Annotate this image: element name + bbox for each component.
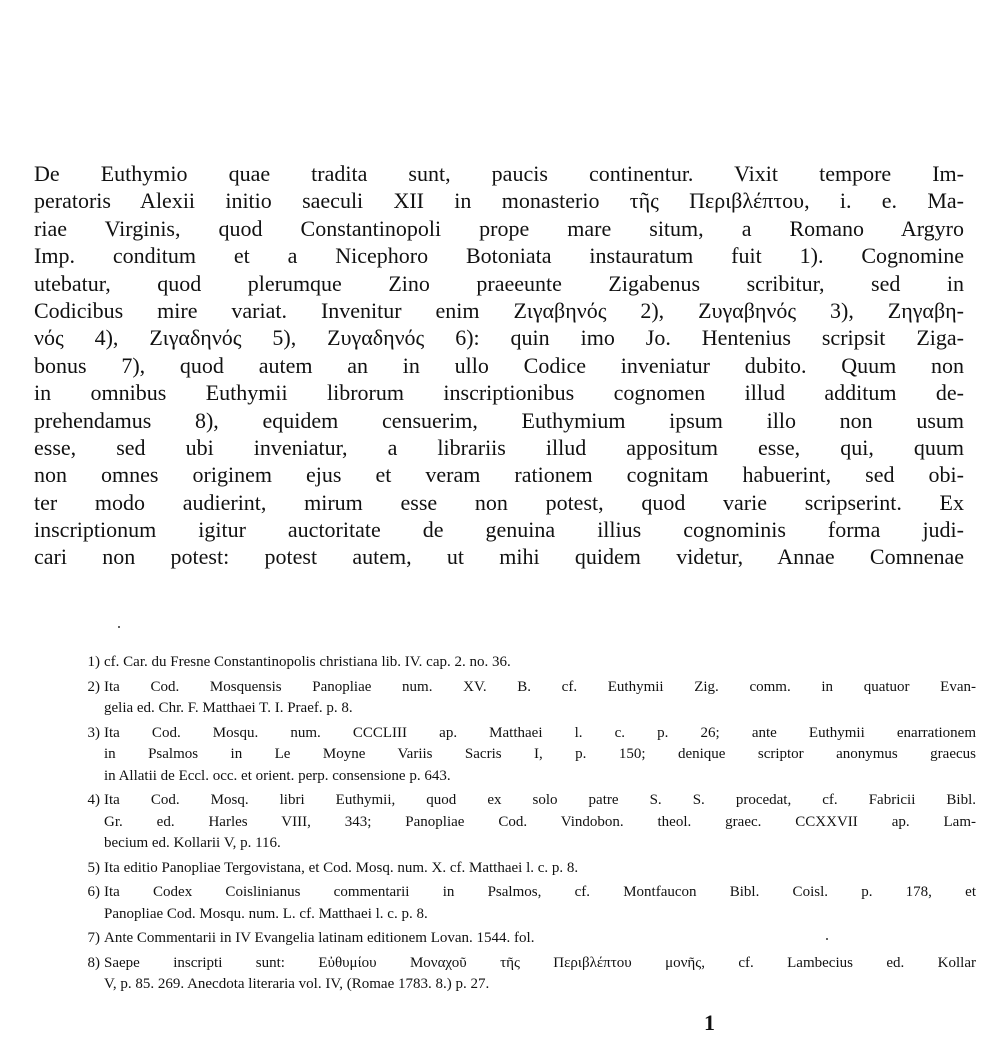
footnote-number: 8) [87, 954, 100, 971]
footnote [74, 858, 976, 880]
text-line: riae Virginis, quod Constantinopoli prope mare situm, a Romano Argyro [34, 215, 964, 241]
footnote [74, 723, 976, 788]
ink-speck [826, 938, 828, 940]
text-line: cari non potest: potest autem, ut mihi quidem videtur, Annae Comnenae [34, 544, 964, 570]
page-number: 1 [704, 1010, 715, 1035]
footnote-line: Ita Codex Coislinianus commentarii in Psalmos, cf. Montfaucon Bibl. Coisl. p. 178, et [104, 884, 976, 900]
footnote-line: gelia ed. Chr. F. Matthaei T. I. Praef. p. 8. [104, 700, 353, 716]
text-line: prehendamus 8), equidem censuerim, Euthymium ipsum illo non usum [34, 407, 964, 433]
footnote [74, 928, 976, 950]
text-line: De Euthymio quae tradita sunt, paucis continentur. Vixit tempore Im- [34, 161, 964, 186]
text-line: utebatur, quod plerumque Zino praeeunte Zigabenus scribitur, sed in [34, 270, 964, 296]
footnote-line: becium ed. Kollarii V, p. 116. [104, 835, 281, 851]
footnote-line: Ita editio Panopliae Tergovistana, et Cod. Mosq. num. X. cf. Matthaei l. c. p. 8. [104, 859, 579, 876]
footnote-number: 6) [87, 884, 100, 900]
text-line: νός 4), Ζιγαδηνός 5), Ζυγαδηνός 6): quin imo Jo. Hentenius scripsit Ziga- [34, 325, 964, 351]
text-line: esse, sed ubi inveniatur, a librariis illud appositum esse, qui, quum [34, 434, 964, 460]
footnote-number: 7) [87, 930, 100, 946]
ink-speck [118, 626, 120, 628]
text-line: non omnes originem ejus et veram rationem cognitam habuerint, sed obi- [34, 462, 964, 488]
footnote [74, 882, 976, 925]
footnote [74, 790, 976, 855]
footnote-line: Ante Commentarii in IV Evangelia latinam editionem Lovan. 1544. fol. [104, 930, 535, 946]
footnote-line: Panopliae Cod. Mosqu. num. L. cf. Matthaei l. c. p. 8. [104, 905, 428, 922]
footnotes [74, 652, 976, 999]
footnote-line: Saepe inscripti sunt: Εὐθυμίου Μοναχοῦ τῆς Περιβλέπτου μονῆς, cf. Lambecius ed. Kollar [104, 954, 976, 971]
footnote-line: Ita Cod. Mosqu. num. CCCLIII ap. Matthaei l. c. p. 26; ante Euthymii enarrationem [104, 724, 976, 741]
footnote-number: 1) [87, 654, 100, 670]
text-line: in omnibus Euthymii librorum inscriptionibus cognomen illud additum de- [34, 380, 964, 406]
footnote-line: in Allatii de Eccl. occ. et orient. perp. consensione p. 643. [104, 767, 451, 784]
footnote-line: in Psalmos in Le Moyne Variis Sacris I, p. 150; denique scriptor anonymus graecus [104, 746, 976, 762]
footnote [74, 677, 976, 720]
text-line: peratoris Alexii initio saeculi XII in monasterio τῆς Περιβλέπτου, i. e. Ma- [34, 188, 964, 214]
text-line: bonus 7), quod autem an in ullo Codice inveniatur dubito. Quum non [34, 352, 964, 378]
footnote-line: cf. Car. du Fresne Constantinopolis christiana lib. IV. cap. 2. no. 36. [104, 654, 511, 670]
footnote-line: V, p. 85. 269. Anecdota literaria vol. IV, (Romae 1783. 8.) p. 27. [104, 976, 490, 992]
text-line: Codicibus mire variat. Invenitur enim Ζιγαβηνός 2), Ζυγαβηνός 3), Ζηγαβη- [34, 297, 964, 323]
footnote-line: Gr. ed. Harles VIII, 343; Panopliae Cod. Vindobon. theol. graec. CCXXVII ap. Lam- [104, 813, 976, 830]
footnote-number: 2) [87, 678, 100, 695]
footnote [74, 652, 976, 674]
footnote-number: 3) [87, 724, 100, 741]
footnote-number: 4) [87, 792, 100, 808]
footnote [74, 953, 976, 996]
footnote-line: Ita Cod. Mosquensis Panopliae num. XV. B. cf. Euthymii Zig. comm. in quatuor Evan- [104, 678, 976, 695]
text-line: ter modo audierint, mirum esse non potest, quod varie scripserint. Ex [34, 489, 964, 515]
footnote-number: 5) [87, 859, 100, 876]
footnote-line: Ita Cod. Mosq. libri Euthymii, quod ex solo patre S. S. procedat, cf. Fabricii Bibl. [104, 792, 976, 808]
main-paragraph [34, 160, 964, 571]
text-line: Imp. conditum et a Nicephoro Botoniata instauratum fuit 1). Cognomine [34, 243, 964, 269]
text-line: inscriptionum igitur auctoritate de genuina illius cognominis forma judi- [34, 517, 964, 543]
